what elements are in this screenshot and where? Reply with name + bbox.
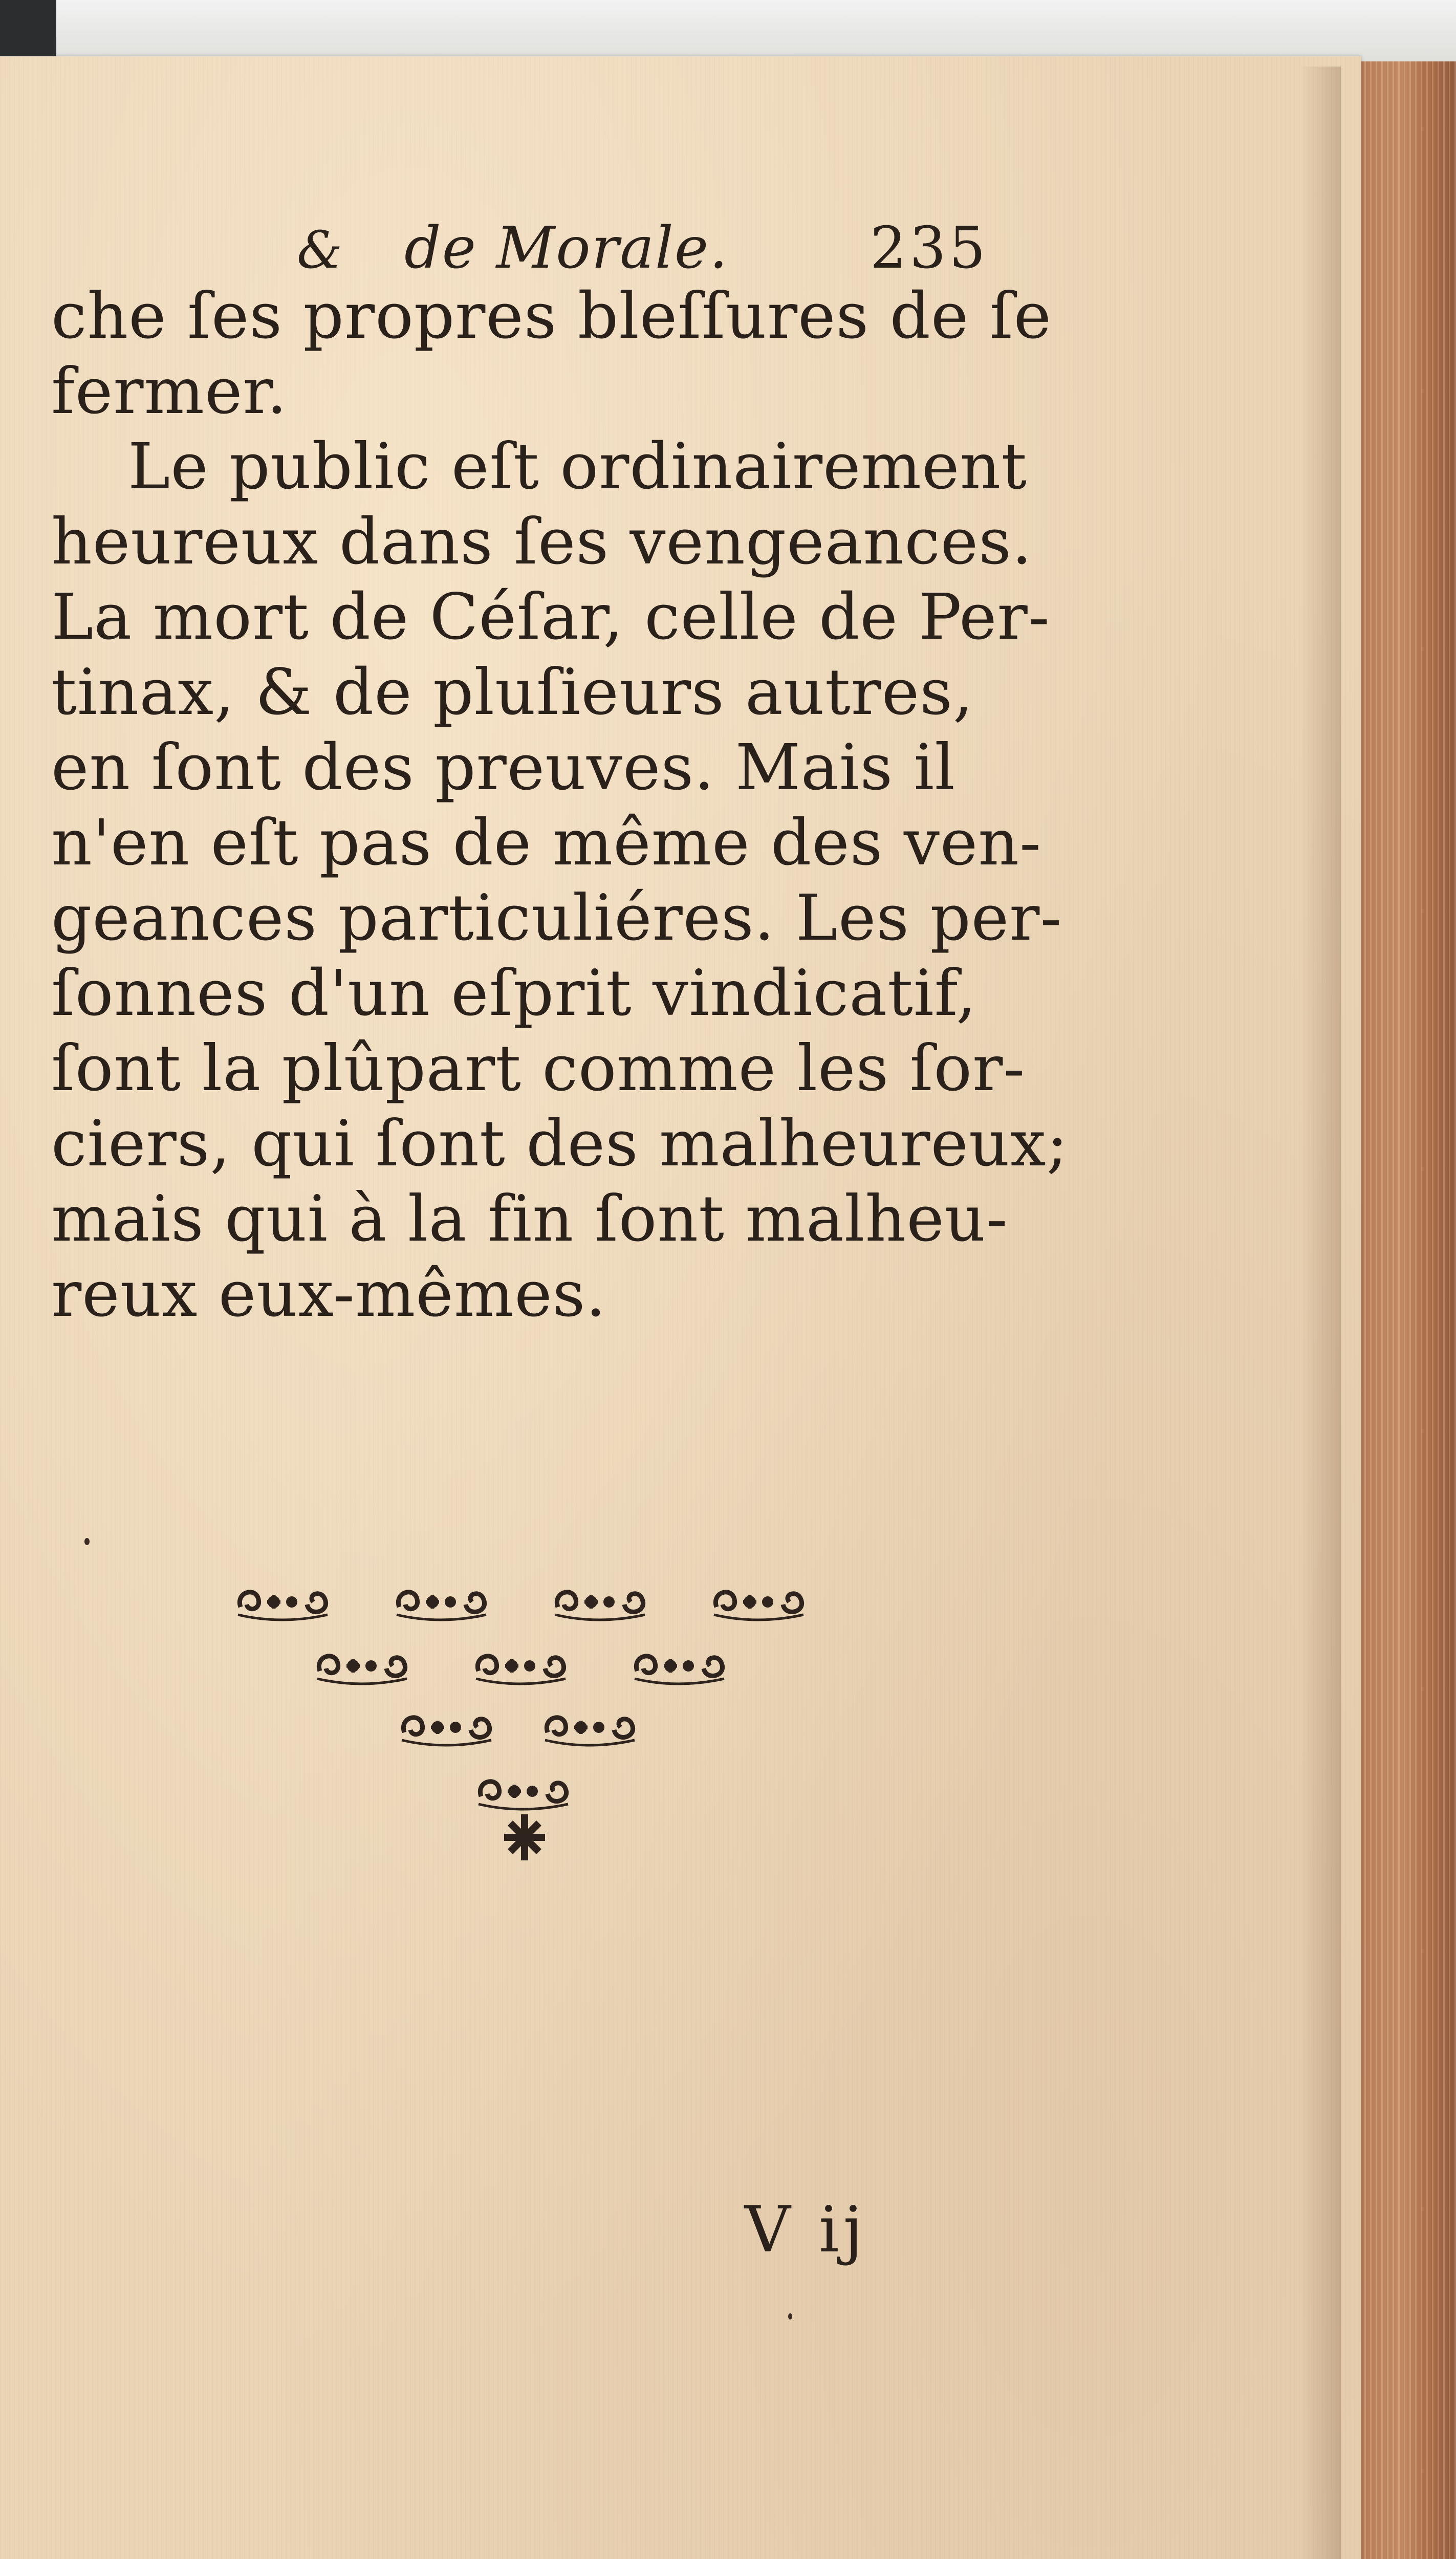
running-head [297,215,1013,281]
text-line: La mort de Céſar, celle de Per- [51,580,1050,654]
text-line: en ſont des preuves. Mais il [51,731,955,805]
text-line: mais qui à la fin ſont malheu- [51,1182,1008,1256]
text-line: tinax, & de pluſieurs autres, [51,656,974,729]
text-line: n'en eſt pas de même des ven- [51,806,1042,880]
fleuron-tailpiece-icon [225,1581,901,1889]
text-line: ſont la plûpart comme les ſor- [51,1032,1026,1105]
running-head-title: de Morale. [404,215,729,281]
running-head-ampersand: & [297,220,343,280]
ink-speck [84,1538,90,1545]
text-line: Le public eſt ordinairement [128,430,1028,504]
page-number: 235 [870,215,989,281]
text-line: geances particuliéres. Les per- [51,881,1062,955]
page-shadow [1300,67,1341,2559]
text-line: ciers, qui ſont des malheureux; [51,1107,1069,1181]
scanner-clip-top [0,0,56,61]
text-line: che ſes propres bleſſures de ſe [51,279,1052,353]
signature-mark: V ij [745,2193,867,2267]
body-text [51,279,1069,1332]
text-line: fermer. [51,355,288,428]
text-line: ſonnes d'un eſprit vindicatif, [51,957,977,1030]
text-line: heureux dans ſes vengeances. [51,505,1033,579]
text-line: reux eux-mêmes. [51,1257,606,1331]
ink-speck [788,2313,792,2319]
